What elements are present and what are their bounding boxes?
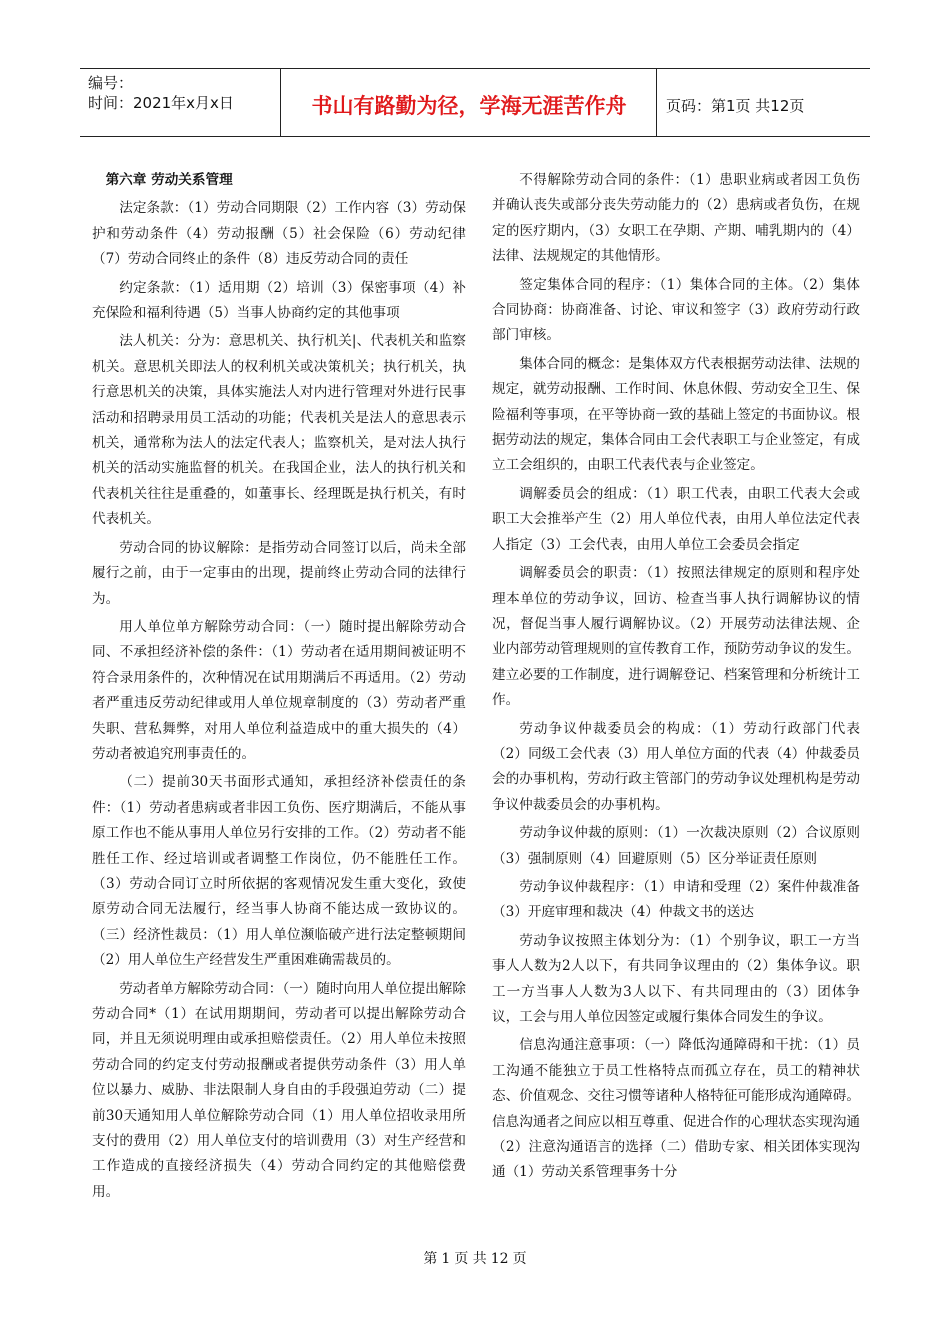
paragraph: 用人单位单方解除劳动合同：（一）随时提出解除劳动合同、不承担经济补偿的条件：（1）劳动者在适用期间被证明不符合录用条件的，次种情况在试用期满后不再适用。（2）劳动者严重违反劳动纪律或用人单位规章制度的（3）劳动者严重失职、营私舞弊，对用人单位利益造成中的重大损失的（4）劳动者被追究刑事责任的。 <box>92 618 466 762</box>
paragraph: 劳动争议按照主体划分为：（1）个别争议，职工一方当事人人数为2人以下，有共同争议理由的（2）集体争议。职工一方当事人人数为3人以下、有共同理由的（3）团体争议，工会与用人单位因签定或履行集体合同发生的争议。 <box>492 932 860 1025</box>
paragraph: 不得解除劳动合同的条件：（1）患职业病或者因工负伤并确认丧失或部分丧失劳动能力的（2）患病或者负伤，在规定的医疗期内，（3）女职工在孕期、产期、哺乳期内的（4）法律、法规规定的其他情形。 <box>492 172 860 265</box>
paragraph: 劳动者单方解除劳动合同：（一）随时向用人单位提出解除劳动合同*（1）在试用期期间，劳动者可以提出解除劳动合同，并且无须说明理由或承担赔偿责任。（2）用人单位未按照劳动合同的约定支付劳动报酬或者提供劳动条件（3）用人单位以暴力、威胁、非法限制人身自由的手段强迫劳动（二）提前30天通知用人单位解除劳动合同（1）用人单位招收录用所支付的费用（2）用人单位支付的培训费用（3）对生产经营和工作造成的直接经济损失（4）劳动合同约定的其他赔偿费用。 <box>92 980 466 1200</box>
left-column <box>92 168 466 1208</box>
paragraph: 法人机关：分为：意思机关、执行机关|、代表机关和监察机关。意思机关即法人的权利机关或决策机关；执行机关，执行意思机关的决策，具体实施法人对内进行管理对外进行民事活动和招聘录用员工活动的功能；代表机关是法人的意思表示机关，通常称为法人的法定代表人；监察机关，是对法人执行机关的活动实施监督的机关。在我国企业，法人的执行机关和代表机关往往是重叠的，如董事长、经理既是执行机关，有时代表机关。 <box>92 333 466 528</box>
document-time-label: 时间：2021年x月x日 <box>88 94 234 112</box>
paragraph: 劳动争议仲裁委员会的构成：（1）劳动行政部门代表（2）同级工会代表（3）用人单位方面的代表（4）仲裁委员会的办事机构，劳动行政主管部门的劳动争议处理机构是劳动争议仲裁委员会的办事机构。 <box>492 720 860 813</box>
footer-middle: 页 共 <box>454 1251 487 1267</box>
footer-page-number: 1 <box>441 1251 451 1267</box>
footer-total-pages: 12 <box>490 1251 509 1267</box>
footer-suffix: 页 <box>512 1251 527 1267</box>
paragraph: 约定条款：（1）适用期（2）培训（3）保密事项（4）补充保险和福利待遇（5）当事人协商约定的其他事项 <box>92 279 466 322</box>
paragraph: （二）提前30天书面形式通知，承担经济补偿责任的条件：（1）劳动者患病或者非因工负伤、医疗期满后，不能从事原工作也不能从事用人单位另行安排的工作。（2）劳动者不能胜任工作、经过培训或者调整工作岗位，仍不能胜任工作。（3）劳动合同订立时所依据的客观情况发生重大变化，致使原劳动合同无法履行，经当事人协商不能达成一致协议的。（三）经济性裁员：（1）用人单位濒临破产进行法定整顿期间（2）用人单位生产经营发生严重困难确需裁员的。 <box>92 774 466 969</box>
right-column <box>492 168 860 1189</box>
chapter-title: 第六章 劳动关系管理 <box>105 172 233 188</box>
paragraph: 调解委员会的职责：（1）按照法律规定的原则和程序处理本单位的劳动争议，回访、检查当事人执行调解协议的情况，督促当事人履行调解协议。（2）开展劳动法律法规、企业内部劳动管理规则的宣传教育工作，预防劳动争议的发生。建立必要的工作制度，进行调解登记、档案管理和分析统计工作。 <box>492 565 860 709</box>
paragraph: 信息沟通注意事项：（一）降低沟通障碍和干扰：（1）员工沟通不能独立于员工性格特点而孤立存在，员工的精神状态、价值观念、交往习惯等诸种人格特征可能形成沟通障碍。信息沟通者之间应以相互尊重、促进合作的心理状态实现沟通（2）注意沟通语言的选择（二）借助专家、相关团体实现沟通（1）劳动关系管理事务十分 <box>492 1037 860 1181</box>
paragraph: 调解委员会的组成：（1）职工代表，由职工代表大会或职工大会推举产生（2）用人单位代表，由用人单位法定代表人指定（3）工会代表，由用人单位工会委员会指定 <box>492 485 860 553</box>
header-divider-right <box>656 68 657 136</box>
document-code-label: 编号： <box>88 74 134 92</box>
header-page-info: 页码：第1页 共12页 <box>666 97 805 115</box>
header-bottom-rule <box>80 136 870 137</box>
page-footer <box>0 1248 950 1268</box>
header-top-rule <box>80 68 870 69</box>
paragraph: 签定集体合同的程序：（1）集体合同的主体。（2）集体合同协商：协商准备、讨论、审议和签字（3）政府劳动行政部门审核。 <box>492 276 860 344</box>
paragraph: 劳动合同的协议解除：是指劳动合同签订以后，尚未全部履行之前，由于一定事由的出现，提前终止劳动合同的法律行为。 <box>92 539 466 607</box>
footer-prefix: 第 <box>423 1251 438 1267</box>
paragraph: 劳动争议仲裁的原则：（1）一次裁决原则（2）合议原则（3）强制原则（4）回避原则（5）区分举证责任原则 <box>492 825 860 867</box>
header-motto: 书山有路勤为径，学海无涯苦作舟 <box>311 94 627 118</box>
paragraph: 劳动争议仲裁程序：（1）申请和受理（2）案件仲裁准备（3）开庭审理和裁决（4）仲裁文书的送达 <box>492 878 860 921</box>
header-divider-left <box>280 68 281 136</box>
paragraph: 集体合同的概念：是集体双方代表根据劳动法律、法规的规定，就劳动报酬、工作时间、休息休假、劳动安全卫生、保险福利等事项，在平等协商一致的基础上签定的书面协议。根据劳动法的规定，集体合同由工会代表职工与企业签定，有成立工会组织的，由职工代表代表与企业签定。 <box>492 355 860 474</box>
paragraph: 法定条款：（1）劳动合同期限（2）工作内容（3）劳动保护和劳动条件（4）劳动报酬（5）社会保险（6）劳动纪律（7）劳动合同终止的条件（8）违反劳动合同的责任 <box>92 200 466 268</box>
